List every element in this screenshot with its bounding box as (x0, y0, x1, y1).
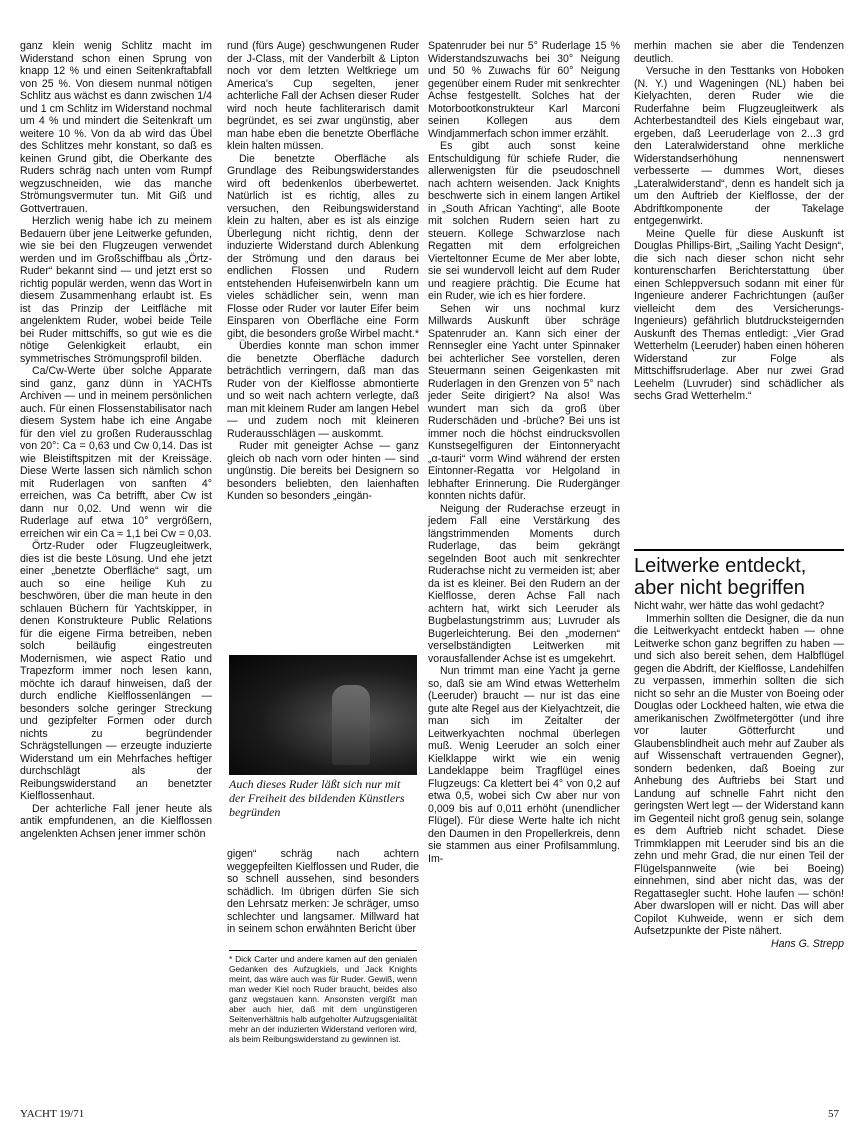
photo-caption: Auch dieses Ruder läßt sich nur mit der Freiheit des bildenden Künstlers begründen (229, 777, 405, 819)
rudder-photo (229, 655, 417, 775)
paragraph: ganz klein wenig Schlitz macht im Widerstand schon einen Sprung von knapp 12 % und einen Seitenkraftabfall von 25 %. Von diesem nunmal nötigen Schlitz aus wächst es dann zwischen 1/4 und 1 cm Schlitz im Widerstand nochmal um 4 % und mindert die Seitenkraft um weitere 10 %. Von da ab wird das Übel des Schlitzes mehr konstant, so daß es keinen Grund gibt, die Oberkante des Ruders schräg nach unten vom Rumpf wegzuschneiden, wie das manche Strömungsvermuter tun. Mit Giß und Gottvertrauen. (20, 40, 212, 215)
column-2-bottom (227, 848, 419, 936)
paragraph: Es gibt auch sonst keine Entschuldigung für schiefe Ruder, die allerwenigsten für die pseudoschnell nach achtern weisenden. Jack Knights beschwerte sich in einem langen Artikel in „South African Yachting“, alle Boote mit solchen Rudern seien hart zu steuern. Kollege Schwarzlose nach Regatten mit dem erfolgreichen Vierteltonner Ecume de Mer aber lobte, sie sei wundervoll leicht auf dem Ruder und reagiere prächtig. Die Ecume hat ein Ruder, wie ich es hier fordere. (428, 140, 620, 302)
paragraph: Ca/Cw-Werte über solche Apparate sind ganz, ganz dünn in YACHTs Archiven — und in meinem persönlichen auch. Für einen Flossenstabilisator nach diesem System habe ich eine Angabe für den viel zu großen Ruderausschlag von 20°: Ca = 0,63 und Cw 0,14. Das ist wie Bleistiftspitzen mit der Kreissäge. Diese Werte lassen sich nämlich schon mit Ruderlagen von sanften 4° erreichen, was Ca betrifft, aber Cw ist dann nur 0,02. Und wenn wir die Ruderlage auf etwa 10° vergrößern, erreichen wir ein Ca ≈ 1,1 bei Cw = 0,03. (20, 365, 212, 540)
paragraph: Der achterliche Fall jener heute als antik empfundenen, an die Kielflossen angelenkten Achsen jener immer schön (20, 802, 212, 840)
section-headline: Leitwerke entdeckt, aber nicht begriffen (634, 549, 844, 599)
author-signature: Hans G. Strepp (770, 937, 844, 950)
paragraph: Neigung der Ruderachse erzeugt in jedem Fall eine Verstärkung des längstrimmenden Moments durch Ruderlage, das beim gekrängt segelnden Boot auch mit senkrechter Ruderachse nicht zu vermeiden ist; aber da ist es kleiner. Bei den Rudern an der Kielflosse, deren Achse Fall nach achtern hat, wirkt sich Leeruder als Bugbelastungstrimm aus; Luvruder als Bugerleichterung. Bei den „modernen“ verselbständigten Leitwerken mit vorausfallender Achse ist es umgekehrt. (428, 502, 620, 665)
column-2-top (227, 40, 419, 652)
paragraph: Ruder mit geneigter Achse — ganz gleich ob nach vorn oder hinten — sind ungünstig. Die bereits bei Designern so besonders beliebten, den laienhaften Kunden so besonders „eingän- (227, 440, 419, 502)
paragraph: Nun trimmt man eine Yacht ja gerne so, daß sie am Wind etwas Wetterhelm (Leeruder) braucht — nur ist das eine gute alte Regel aus der Kielyachtzeit, die man sich im Zeitalter der Leitwerkyachten nochmal überlegen muß. Wenig Leeruder an solch einer Kielklappe wirkt wie ein wenig Landeklappe beim Tragflügel eines Flugzeugs: Ca klettert bei 4° von 0,2 auf etwa 0,5, wobei sich Cw aber nur von 0,009 bis auf 0,011 erhöht (unendlicher Flügel). Für diese Werte halte ich nicht den Daumen in den Propellerkreis, denn sie stammen aus einer Profilsammlung. Im- (428, 665, 620, 865)
footnote: * Dick Carter und andere kamen auf den genialen Gedanken des Aufzugkiels, und Jack Knights meint, das wäre auch was für Ruder. Gewiß, wenn man weder Kiel noch Ruder braucht, beides also ganz wegstauen kann. Ansonsten vergißt man aber auch hier, daß mit dem ungünstigeren Seitenverhältnis halb aufgeholter Aufzugsgenialität mehr an der induzierten Widerstand verloren wird, als beim Reibungswiderstand zu gewinnen ist. (229, 950, 417, 1044)
paragraph: Versuche in den Testtanks von Hoboken (N. Y.) und Wageningen (NL) haben bei Kielyachten, deren Ruder wie die Ruderfahne beim Flugzeugleitwerk als Achterbestandteil des Kiels eingebaut war, ergeben, daß Leeruderlage von 2...3 grd den Lateralwiderstand ohne merkliche Widerstandserhöhung nennenswert verbesserte — dummes Wort, dieses „Lateralwiderstand“, denn es handelt sich ja um den Auftrieb der Kielflosse, der der Abdriftkomponente der Takelage entgegenwirkt. (634, 65, 844, 227)
paragraph: rund (fürs Auge) geschwungenen Ruder der J-Class, mit der Vanderbilt & Lipton noch vor dem letzten Weltkriege um America's Cup segelten, jener achterliche Fall der Achsen dieser Ruder wird noch heute fachliterarisch damit begründet, es sei zwar ungünstig, aber man habe eben die benetzte Oberfläche klein halten müssen. (227, 40, 419, 152)
paragraph: Überdies konnte man schon immer die benetzte Oberfläche dadurch beträchtlich verringern, daß man das Ruder von der Kielflosse abmontierte und so weit nach achtern verlegte, daß man mit kleinem Ruder am langen Hebel — und zudem noch mit kleineren Ruderausschlägen — auskommt. (227, 340, 419, 440)
paragraph: Immerhin sollten die Designer, die da nun die Leitwerkyacht entdeckt haben — ohne Leitwerke schon ganz begriffen zu haben — und sich also bereit sehen, dem Halbflügel gegen die Abdrift, der Kielflosse, Landehilfen zu verpassen, immerhin sollten die sich nicht so sehr an die Muster von Boeing oder Douglas oder Lockheed halten, wie etwa die amerikanischen Zwölfmetergötter (und ihre vor lauter Götterfurcht und Glaubensblindheit auch mehr auf Zauber als auf Wissenschaft vertrauenden Gegner), sondern bedenken, daß Boeing zur Anhebung des Auftriebs bei Start und Landung auf schnelle Fahrt nicht den geringsten Wert legt — der Widerstand kann im Gegenteil nicht groß genug sein, solange es dem Auftrieb nicht schadet. Diese Trimmklappen mit Leeruder sind bis an die zehn und mehr Grad, die nur einen Teil der Flügelspannweite (wie bei Boeing) einnehmen, sind aber nicht das, was der Regattasegler sucht. Hohe laufen — schön! Aber dwarslopen will er nicht. Das will aber Copilot Kuhweide, wenn er sich dem Aufsetzpunkte der Piste nähert. (634, 612, 844, 937)
paragraph: Örtz-Ruder oder Flugzeugleitwerk, dies ist die beste Lösung. Und ehe jetzt einer „benetzte Oberfläche“ sagt, um auch so eine heilige Kuh zu beschwören, über die man heute in den schlauen Büchern für Yachtskipper, in denen Konstrukteure Public Relations für die eigene Firma betreiben, neben solch beiläufig eingestreuten Modernismen, wie aspect Ratio und Trapezform immer noch lesen kann, möchte ich darauf hinweisen, daß der durch endliche Kielflossenlängen — besonders solche geringer Streckung und gezipfelter Formen oder durch nichts zu begründender Schrägstellungen — erzeugte induzierte Widerstand um ein Mehrfaches heftiger durchschlägt als der Reibungswiderstand an benetzter Kielflossenhaut. (20, 540, 212, 802)
photo-figure (332, 685, 370, 765)
paragraph: Nicht wahr, wer hätte das wohl gedacht? (634, 600, 825, 612)
paragraph: Spatenruder bei nur 5° Ruderlage 15 % Widerstandszuwachs bei 30° Neigung und 50 % Zuwachs für 60° Neigung gegenüber einem Ruder mit senkrechter Achse festgestellt. Solches hat der Motorbootkonstrukteur Karl Marconi seinen Kollegen aus dem Windjammerfach schon immer erzählt. (428, 40, 620, 140)
paragraph: Die benetzte Oberfläche als Grundlage des Reibungswiderstandes wird oft bedenkenlos überbewertet. Natürlich ist es richtig, alles zu versuchen, den Reibungswiderstand klein zu halten, aber es ist als einzige Überlegung nicht richtig, denn der induzierte Widerstand durch Ablenkung der Strömung und den daraus bei endlichen Flossen und Rudern entstehenden Hufeisenwirbeln kann um vieles schädlicher sein, wenn man Flosse oder Ruder vor lauter Eifer beim Einsparen von Oberfläche eine Form gibt, die besonders große Wirbel macht.* (227, 152, 419, 340)
column-1 (20, 40, 212, 840)
footer-magazine-issue: YACHT 19/71 (20, 1108, 85, 1120)
paragraph: Sehen wir uns nochmal kurz Millwards Auskunft über schräge Spatenruder an. Kann sich einer der Rennsegler eine Yacht unter Spinnaker bei achterlicher See vorstellen, deren Steuermann seinen Geigenkasten mit Ruderlagen in den Grenzen von 5° nach jeder Seite dirigiert? Na also! Was wundert man sich da groß über Ruderschäden und -brüche? Bei uns ist immer noch die höchst eindrucksvollen Kunstsegelfiguren der Eintonneryacht „α-tauri“ vorm Wind während der ersten Eintonner-Regatta vor Helgoland in lebhafter Erinnerung. Die Rudergänger konnten nichts dafür. (428, 302, 620, 502)
paragraph: Herzlich wenig habe ich zu meinem Bedauern über jene Leitwerke gefunden, wie sie bei den Flugzeugen verwendet werden und im Großschiffbau als „Örtz-Ruder“ bekannt sind — und jetzt erst so richtig populär werden, wenn das Wort in diesem Zusammenhang erlaubt ist. Es ist das Prinzip der Leitfläche mit angelenktem Ruder, wobei beide Teile bei Ruder mittschiffs, so gut wie es die nötige Gelenkigkeit erlaubt, ein symmetrisches Strömungsprofil bilden. (20, 215, 212, 365)
paragraph: gigen“ schräg nach achtern weggepfeilten Kielflossen und Ruder, die so schnell aussehen, sind besonders schädlich. Im übrigen dürfen Sie sich den Lehrsatz merken: Je schräger, umso schlechter und langsamer. Millward hat in seinem schon erwähnten Bericht über (227, 848, 419, 935)
column-3 (428, 40, 620, 865)
footer-page-number: 57 (828, 1108, 839, 1120)
column-4-top (634, 40, 844, 540)
paragraph: Meine Quelle für diese Auskunft ist Douglas Phillips-Birt, „Sailing Yacht Design“, die sich nach dieser schon nicht sehr konturenscharfen Berichterstattung über einen Schleppversuch sodann mit einer für Ingenieure anderer Fachrichtungen (außer vielleicht dem des Versicherungs-Ingenieurs) gefährlich blutdrucksteigernden Auskunft des Themas entledigt: „Vier Grad Wetterhelm (Leeruder) haben einen höheren Widerstand zur Folge als Mittschiffsruderlage. Aber nur zwei Grad Leehelm (Luvruder) sind schädlicher als sechs Grad Wetterhelm.“ (634, 227, 844, 402)
paragraph: merhin machen sie aber die Tendenzen deutlich. (634, 40, 844, 65)
column-4-bottom (634, 600, 844, 950)
